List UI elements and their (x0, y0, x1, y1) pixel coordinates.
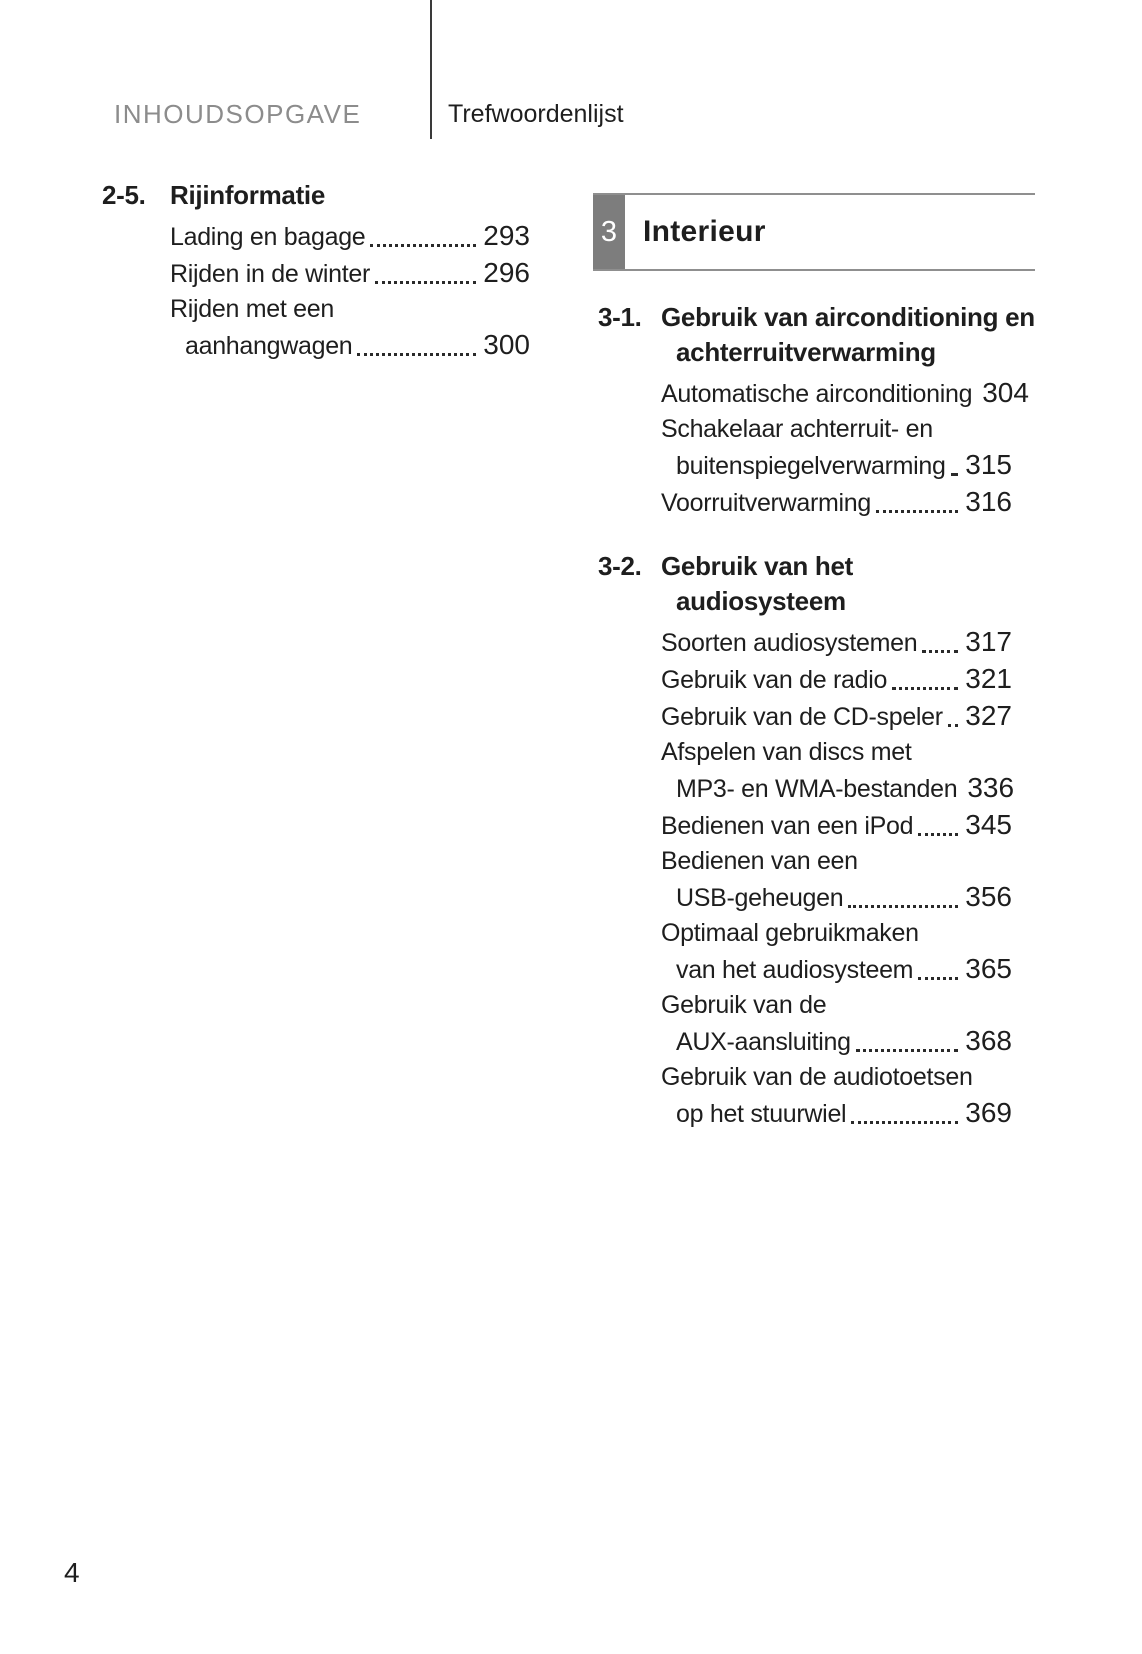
section-number: 3-1. (598, 302, 642, 332)
toc-entry (661, 844, 1012, 916)
page-number-footer: 4 (64, 1557, 80, 1588)
section-title (170, 178, 530, 213)
entry-label: Gebruik van de radio (661, 666, 888, 694)
entry-page-number: 368 (965, 1025, 1012, 1056)
toc-section (598, 549, 1015, 1132)
toc-entry (661, 484, 1012, 521)
section-number: 3-2. (598, 551, 642, 581)
toc-entry (661, 1060, 1012, 1132)
entry-page-number: 321 (965, 663, 1012, 694)
toc-section (102, 178, 530, 364)
dot-leader (365, 218, 483, 255)
entry-page-number: 304 (982, 377, 1029, 408)
entry-label: van het audiosysteem (676, 956, 914, 984)
entry-page-number: 369 (965, 1097, 1012, 1128)
section-title-line: Gebruik van airconditioning en (661, 302, 1035, 332)
toc-column-left (102, 178, 530, 364)
entry-page-number: 365 (965, 953, 1012, 984)
entry-label: aanhangwagen (185, 332, 353, 360)
toc-entry (661, 412, 1012, 484)
toc-entry (661, 988, 1012, 1060)
toc-column-right (598, 300, 1035, 1132)
toc-section (598, 300, 1035, 521)
section-title (661, 300, 1035, 370)
entry-row (661, 661, 1012, 698)
toc-entry (661, 661, 1012, 698)
entry-row (661, 1095, 1012, 1132)
entry-label-line: Rijden met een (170, 295, 334, 323)
entry-label: AUX-aansluiting (676, 1028, 851, 1056)
toc-entry (170, 255, 530, 292)
entry-row (661, 1023, 1012, 1060)
dot-leader (972, 375, 982, 412)
entry-page-number: 296 (483, 257, 530, 288)
entry-row (661, 698, 1012, 735)
entry-label: buitenspiegelverwarming (676, 452, 946, 480)
entry-row (170, 218, 530, 255)
section-entries (170, 218, 530, 364)
dot-leader (946, 447, 966, 484)
entry-page-number: 300 (483, 329, 530, 360)
dot-leader (846, 1095, 965, 1132)
entry-row (170, 255, 530, 292)
chapter-title: Interieur (643, 215, 766, 248)
dot-leader (843, 879, 965, 916)
entry-row (170, 327, 530, 364)
entry-page-number: 327 (965, 700, 1012, 731)
entry-label: Lading en bagage (170, 223, 366, 251)
section-number: 2-5. (102, 180, 146, 210)
dot-leader (851, 1023, 966, 1060)
entry-row (661, 375, 1029, 412)
entry-row (661, 807, 1012, 844)
toc-entry (661, 807, 1012, 844)
dot-leader (370, 255, 483, 292)
entry-row (661, 624, 1012, 661)
entry-label: USB-geheugen (676, 884, 844, 912)
section-title-line: Rijinformatie (170, 180, 326, 210)
entry-page-number: 345 (965, 809, 1012, 840)
section-title-line: audiosysteem (676, 586, 846, 616)
entry-row (661, 770, 1015, 807)
section-title-line: Gebruik van het (661, 551, 853, 581)
contents-header-label: INHOUDSOPGAVE (114, 99, 362, 129)
section-entries (661, 375, 1029, 521)
toc-entry (170, 218, 530, 255)
dot-leader (871, 484, 965, 521)
entry-label: Rijden in de winter (170, 260, 370, 288)
dot-leader (913, 807, 965, 844)
toc-entry (170, 292, 530, 364)
dot-leader (352, 327, 483, 364)
dot-leader (917, 624, 965, 661)
index-header-label: Trefwoordenlijst (448, 100, 624, 128)
entry-row (661, 484, 1012, 521)
entry-page-number: 293 (483, 220, 530, 251)
entry-label: Soorten audiosystemen (661, 629, 918, 657)
toc-entry (661, 916, 1012, 988)
chapter-banner (593, 193, 1035, 271)
entry-row (661, 447, 1012, 484)
toc-entry (661, 698, 1012, 735)
entry-label-line: Bedienen van een (661, 847, 858, 875)
entry-page-number: 317 (965, 626, 1012, 657)
entry-page-number: 356 (965, 881, 1012, 912)
dot-leader (957, 770, 967, 807)
entry-label: Gebruik van de CD-speler (661, 703, 943, 731)
toc-entry (661, 624, 1012, 661)
entry-label-line: Gebruik van de audiotoetsen (661, 1063, 973, 1091)
entry-label: MP3- en WMA-bestanden (676, 775, 958, 803)
section-entries (661, 624, 1015, 1132)
section-title (661, 549, 1012, 619)
dot-leader (943, 698, 965, 735)
entry-page-number: 315 (965, 449, 1012, 480)
header-divider-rule (430, 0, 432, 139)
entry-label: Bedienen van een iPod (661, 812, 914, 840)
entry-row (661, 951, 1012, 988)
entry-label-line: Afspelen van discs met (661, 738, 912, 766)
dot-leader (887, 661, 965, 698)
entry-row (661, 879, 1012, 916)
entry-page-number: 336 (967, 772, 1015, 803)
toc-entry (661, 375, 1029, 412)
entry-label-line: Gebruik van de (661, 991, 827, 1019)
entry-page-number: 316 (965, 486, 1012, 517)
dot-leader (913, 951, 965, 988)
entry-label: Voorruitverwarming (661, 489, 871, 517)
entry-label-line: Optimaal gebruikmaken (661, 919, 919, 947)
entry-label-line: Schakelaar achterruit- en (661, 415, 933, 443)
toc-entry (661, 735, 1015, 807)
entry-label: Automatische airconditioning (661, 380, 973, 408)
chapter-number-badge: 3 (593, 195, 625, 269)
entry-label: op het stuurwiel (676, 1100, 847, 1128)
section-title-line: achterruitverwarming (676, 337, 936, 367)
